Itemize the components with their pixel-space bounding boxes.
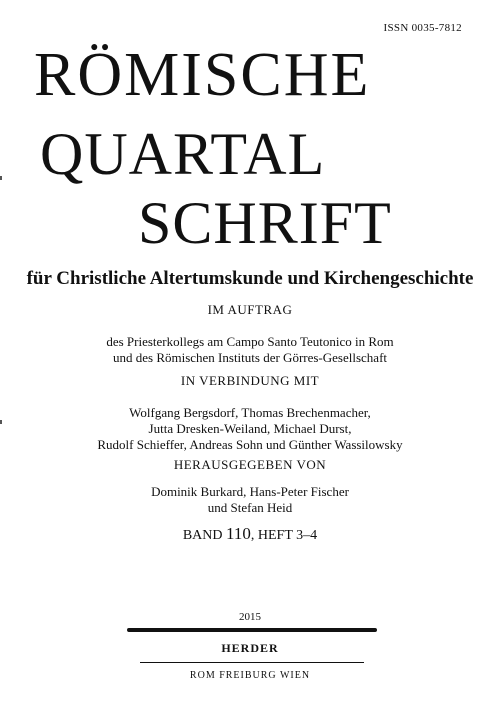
- edge-mark-bottom: [0, 420, 2, 424]
- verbindung-line-2: Jutta Dresken-Weiland, Michael Durst,: [148, 421, 352, 436]
- auftrag-heading: IM AUFTRAG: [207, 302, 293, 317]
- verbindung-line-3: Rudolf Schieffer, Andreas Sohn und Günther Wassilowsky: [97, 437, 403, 452]
- herausgegeben-text: [0, 484, 500, 516]
- verbindung-text: [0, 405, 500, 453]
- editors-line-1: Dominik Burkard, Hans-Peter Fischer: [151, 484, 349, 499]
- band-number: 110: [226, 524, 251, 543]
- publisher-name: HERDER: [221, 641, 279, 655]
- thick-divider: [127, 628, 377, 632]
- publication-year: 2015: [239, 611, 261, 623]
- auftrag-line-1: des Priesterkollegs am Campo Santo Teutonico in Rom: [106, 334, 394, 349]
- herausgegeben-heading: HERAUSGEGEBEN VON: [173, 457, 327, 472]
- edge-mark-top: [0, 176, 2, 180]
- subtitle: für Christliche Altertumskunde und Kirchengeschichte: [26, 268, 474, 289]
- verbindung-line-1: Wolfgang Bergsdorf, Thomas Brechenmacher,: [129, 405, 371, 420]
- volume-info: [0, 526, 500, 544]
- issn-number: ISSN 0035-7812: [383, 22, 462, 34]
- thin-divider: [140, 662, 364, 663]
- title-line-1: RÖMISCHE: [34, 41, 371, 109]
- band-label: BAND: [182, 528, 227, 543]
- auftrag-text: [0, 334, 500, 366]
- auftrag-line-2: und des Römischen Instituts der Görres-Gesellschaft: [112, 350, 388, 365]
- title-line-3: SCHRIFT: [138, 190, 392, 256]
- publisher-cities: ROM FREIBURG WIEN: [189, 670, 311, 681]
- heft-label: , HEFT 3–4: [250, 528, 318, 543]
- editors-line-2: und Stefan Heid: [207, 500, 293, 515]
- verbindung-heading: IN VERBINDUNG MIT: [180, 373, 320, 388]
- title-line-2: QUARTAL: [40, 121, 326, 187]
